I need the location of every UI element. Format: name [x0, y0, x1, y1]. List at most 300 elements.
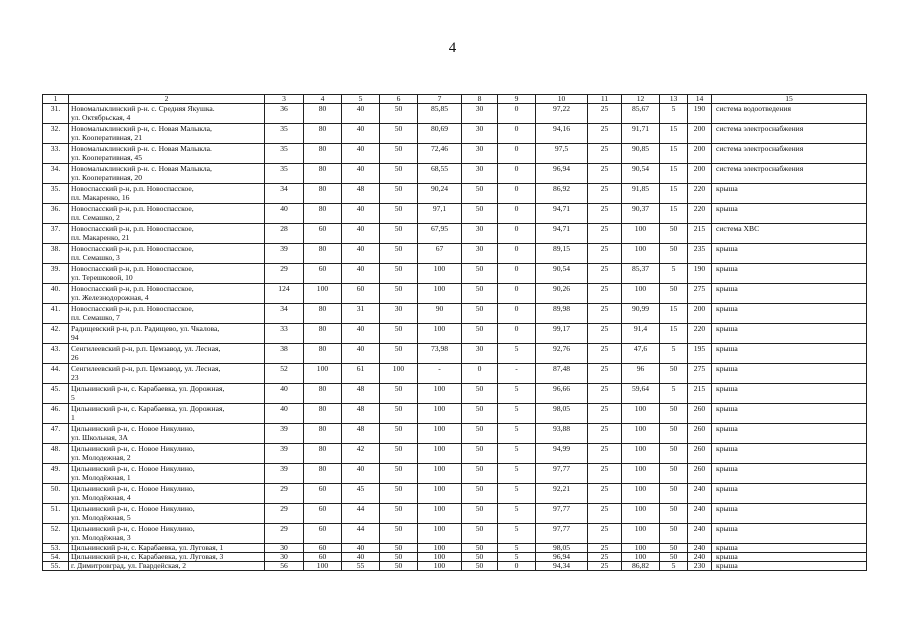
row-number: 48. [43, 444, 69, 464]
value-cell: 80 [304, 144, 342, 164]
value-cell: 30 [462, 104, 498, 124]
table-row [43, 344, 867, 364]
value-cell: 89,15 [536, 244, 588, 264]
value-cell: 50 [462, 444, 498, 464]
address-line-2: ул. Молодёжная, 1 [71, 473, 131, 483]
value-cell: 30 [462, 124, 498, 144]
address-line-1: Цильнинский р-н, с. Новое Никулино, [71, 464, 195, 473]
value-cell: 200 [688, 144, 712, 164]
value-cell: 40 [342, 464, 380, 484]
value-cell: 80 [304, 184, 342, 204]
value-cell: 50 [462, 204, 498, 224]
address-line-1: Новоспасский р-н, р.п. Новоспасское, [71, 264, 194, 273]
address-line-1: Сенгилеевский р-н, р.п. Цемзавод, ул. Лесная, [71, 364, 221, 373]
value-cell: 90,24 [418, 184, 462, 204]
value-cell: 50 [462, 464, 498, 484]
work-type-cell: крыша [712, 204, 867, 224]
value-cell: 15 [660, 144, 688, 164]
value-cell: 50 [660, 444, 688, 464]
value-cell: 0 [498, 284, 536, 304]
address-line-2: ул. Школьная, 3А [71, 433, 128, 443]
value-cell: 275 [688, 364, 712, 384]
value-cell: 85,37 [622, 264, 660, 284]
value-cell: 25 [588, 484, 622, 504]
row-number: 37. [43, 224, 69, 244]
value-cell: 5 [660, 264, 688, 284]
value-cell: 50 [462, 484, 498, 504]
address-line-1: Новоспасский р-н, р.п. Новоспасское, [71, 184, 194, 193]
work-type-cell: крыша [712, 504, 867, 524]
value-cell: 85,67 [622, 104, 660, 124]
value-cell: 40 [342, 264, 380, 284]
address-line-1: Новомалыклинский р-н, с. Новая Малыкла, [71, 124, 212, 133]
value-cell: 100 [622, 444, 660, 464]
value-cell: 85,85 [418, 104, 462, 124]
value-cell: 42 [342, 444, 380, 464]
value-cell: 260 [688, 404, 712, 424]
value-cell: 50 [660, 284, 688, 304]
column-header: 14 [688, 95, 712, 104]
value-cell: 220 [688, 324, 712, 344]
value-cell: 240 [688, 504, 712, 524]
value-cell: 40 [342, 344, 380, 364]
value-cell: 50 [380, 384, 418, 404]
column-header: 2 [69, 95, 265, 104]
table-row [43, 304, 867, 324]
value-cell: 100 [418, 504, 462, 524]
value-cell: 100 [418, 562, 462, 571]
row-number: 32. [43, 124, 69, 144]
value-cell: 35 [265, 144, 304, 164]
address-line-2: ул. Молодёжная, 5 [71, 513, 131, 523]
value-cell: 80 [304, 304, 342, 324]
address-line-1: Новомалыклинский р-н. с. Новая Малыкла. [71, 144, 212, 153]
address-line-2: 94 [71, 333, 79, 343]
value-cell: 40 [342, 164, 380, 184]
value-cell: 68,55 [418, 164, 462, 184]
row-number: 46. [43, 404, 69, 424]
work-type-cell: крыша [712, 464, 867, 484]
address-cell: Цильнинский р-н, с. Карабаевка, ул. Луговая, 3 [69, 553, 265, 562]
value-cell: 25 [588, 304, 622, 324]
address-line-1: Цильнинский р-н, с. Новое Никулино, [71, 424, 195, 433]
value-cell: 240 [688, 553, 712, 562]
value-cell: 50 [380, 424, 418, 444]
value-cell: 90 [418, 304, 462, 324]
column-header: 9 [498, 95, 536, 104]
value-cell: 25 [588, 144, 622, 164]
table-row [43, 464, 867, 484]
value-cell: 98,05 [536, 544, 588, 553]
value-cell: 73,98 [418, 344, 462, 364]
value-cell: 80 [304, 344, 342, 364]
value-cell: 0 [462, 364, 498, 384]
value-cell: 97,77 [536, 524, 588, 544]
value-cell: 5 [498, 444, 536, 464]
value-cell: 39 [265, 444, 304, 464]
address-cell [69, 264, 265, 284]
row-number: 51. [43, 504, 69, 524]
value-cell: 96 [622, 364, 660, 384]
value-cell: 28 [265, 224, 304, 244]
value-cell: 15 [660, 124, 688, 144]
address-line-2: пл. Семашко, 2 [71, 213, 120, 223]
value-cell: 50 [380, 144, 418, 164]
value-cell: 100 [622, 404, 660, 424]
value-cell: 230 [688, 562, 712, 571]
value-cell: 29 [265, 484, 304, 504]
value-cell: 100 [622, 244, 660, 264]
value-cell: 30 [462, 344, 498, 364]
value-cell: 50 [660, 553, 688, 562]
value-cell: 80,69 [418, 124, 462, 144]
value-cell: 30 [462, 224, 498, 244]
value-cell: 30 [462, 244, 498, 264]
value-cell: 60 [304, 553, 342, 562]
value-cell: 50 [380, 464, 418, 484]
address-line-1: Новоспасский р-н, р.п. Новоспасское, [71, 304, 194, 313]
table-row [43, 544, 867, 553]
address-line-1: Цильнинский р-н, с. Новое Никулино, [71, 484, 195, 493]
value-cell: 94,71 [536, 224, 588, 244]
value-cell: 260 [688, 424, 712, 444]
value-cell: 50 [380, 444, 418, 464]
work-type-cell: крыша [712, 444, 867, 464]
address-line-1: Цильнинский р-н, с. Карабаевка, ул. Дорожная, [71, 404, 225, 413]
column-header: 12 [622, 95, 660, 104]
row-number: 43. [43, 344, 69, 364]
row-number: 34. [43, 164, 69, 184]
value-cell: 15 [660, 324, 688, 344]
value-cell: 33 [265, 324, 304, 344]
value-cell: 5 [660, 344, 688, 364]
value-cell: 50 [380, 344, 418, 364]
address-line-2: 26 [71, 353, 79, 363]
value-cell: 100 [622, 544, 660, 553]
address-cell [69, 424, 265, 444]
value-cell: 91,4 [622, 324, 660, 344]
address-cell [69, 284, 265, 304]
value-cell: - [418, 364, 462, 384]
value-cell: 25 [588, 504, 622, 524]
row-number: 55. [43, 562, 69, 571]
value-cell: 100 [418, 264, 462, 284]
value-cell: 80 [304, 324, 342, 344]
value-cell: 50 [660, 484, 688, 504]
value-cell: 86,82 [622, 562, 660, 571]
column-header: 5 [342, 95, 380, 104]
address-cell [69, 304, 265, 324]
value-cell: 100 [622, 424, 660, 444]
value-cell: 40 [265, 404, 304, 424]
work-type-cell: крыша [712, 304, 867, 324]
value-cell: 100 [622, 504, 660, 524]
value-cell: 100 [304, 562, 342, 571]
value-cell: 80 [304, 444, 342, 464]
value-cell: 97,1 [418, 204, 462, 224]
value-cell: 31 [342, 304, 380, 324]
value-cell: 98,05 [536, 404, 588, 424]
value-cell: 50 [380, 284, 418, 304]
value-cell: 50 [660, 224, 688, 244]
value-cell: 50 [380, 484, 418, 504]
table-row [43, 562, 867, 571]
value-cell: 15 [660, 164, 688, 184]
value-cell: 25 [588, 404, 622, 424]
address-line-2: ул. Молодежная, 2 [71, 453, 131, 463]
value-cell: 50 [462, 264, 498, 284]
value-cell: 50 [380, 562, 418, 571]
value-cell: 40 [265, 204, 304, 224]
value-cell: 80 [304, 384, 342, 404]
value-cell: 29 [265, 264, 304, 284]
value-cell: 124 [265, 284, 304, 304]
value-cell: 100 [380, 364, 418, 384]
value-cell: 0 [498, 224, 536, 244]
value-cell: 100 [418, 524, 462, 544]
value-cell: 100 [622, 524, 660, 544]
address-cell [69, 164, 265, 184]
work-type-cell: крыша [712, 184, 867, 204]
table-row [43, 124, 867, 144]
value-cell: 50 [380, 244, 418, 264]
address-cell: г. Димитровград, ул. Гвардейская, 2 [69, 562, 265, 571]
value-cell: 35 [265, 124, 304, 144]
address-line-2: ул. Молодёжная, 3 [71, 533, 131, 543]
address-cell [69, 144, 265, 164]
value-cell: 50 [660, 464, 688, 484]
work-type-cell: крыша [712, 424, 867, 444]
address-line-2: 1 [71, 413, 75, 423]
address-cell [69, 104, 265, 124]
value-cell: 39 [265, 244, 304, 264]
address-line-1: Цильнинский р-н, с. Новое Никулино, [71, 444, 195, 453]
value-cell: 34 [265, 184, 304, 204]
value-cell: 67 [418, 244, 462, 264]
address-cell [69, 464, 265, 484]
value-cell: 5 [498, 524, 536, 544]
value-cell: 80 [304, 464, 342, 484]
value-cell: 50 [380, 544, 418, 553]
table-row [43, 224, 867, 244]
address-cell [69, 324, 265, 344]
work-type-cell: система электроснабжения [712, 144, 867, 164]
value-cell: 50 [462, 324, 498, 344]
value-cell: 100 [418, 424, 462, 444]
value-cell: 39 [265, 464, 304, 484]
table-row [43, 484, 867, 504]
value-cell: 0 [498, 204, 536, 224]
value-cell: 87,48 [536, 364, 588, 384]
address-line-1: Новоспасский р-н, р.п. Новоспасское, [71, 224, 194, 233]
column-header: 3 [265, 95, 304, 104]
work-type-cell: крыша [712, 404, 867, 424]
value-cell: 50 [380, 224, 418, 244]
address-cell [69, 484, 265, 504]
value-cell: 0 [498, 104, 536, 124]
work-type-cell: крыша [712, 484, 867, 504]
value-cell: 60 [304, 544, 342, 553]
value-cell: 55 [342, 562, 380, 571]
value-cell: 100 [304, 364, 342, 384]
row-number: 38. [43, 244, 69, 264]
value-cell: 50 [462, 553, 498, 562]
value-cell: 35 [265, 164, 304, 184]
work-type-cell: крыша [712, 384, 867, 404]
table-row [43, 264, 867, 284]
value-cell: 5 [498, 553, 536, 562]
value-cell: 25 [588, 104, 622, 124]
value-cell: 25 [588, 204, 622, 224]
value-cell: 50 [380, 264, 418, 284]
value-cell: 100 [622, 224, 660, 244]
work-type-cell: крыша [712, 264, 867, 284]
row-number: 53. [43, 544, 69, 553]
work-type-cell: система водоотведения [712, 104, 867, 124]
value-cell: 97,5 [536, 144, 588, 164]
value-cell: 100 [622, 553, 660, 562]
address-line-1: Сенгилеевский р-н, р.п. Цемзавод, ул. Лесная, [71, 344, 221, 353]
value-cell: 50 [380, 124, 418, 144]
row-number: 42. [43, 324, 69, 344]
column-header: 10 [536, 95, 588, 104]
value-cell: 190 [688, 104, 712, 124]
table-row [43, 324, 867, 344]
row-number: 50. [43, 484, 69, 504]
address-cell [69, 344, 265, 364]
table-row [43, 104, 867, 124]
value-cell: 260 [688, 464, 712, 484]
value-cell: - [498, 364, 536, 384]
value-cell: 25 [588, 264, 622, 284]
address-cell [69, 404, 265, 424]
address-line-1: Цильнинский р-н, с. Новое Никулино, [71, 504, 195, 513]
table-row [43, 144, 867, 164]
value-cell: 50 [660, 504, 688, 524]
value-cell: 44 [342, 504, 380, 524]
work-type-cell: система электроснабжения [712, 164, 867, 184]
address-line-2: ул. Кооперативная, 21 [71, 133, 143, 143]
address-line-2: 23 [71, 373, 79, 383]
value-cell: 80 [304, 104, 342, 124]
value-cell: 50 [380, 524, 418, 544]
value-cell: 25 [588, 364, 622, 384]
column-header: 13 [660, 95, 688, 104]
address-line-2: 5 [71, 393, 75, 403]
value-cell: 80 [304, 244, 342, 264]
value-cell: 39 [265, 424, 304, 444]
value-cell: 275 [688, 284, 712, 304]
value-cell: 50 [462, 424, 498, 444]
value-cell: 91,71 [622, 124, 660, 144]
table-row [43, 244, 867, 264]
value-cell: 40 [342, 204, 380, 224]
table-row [43, 204, 867, 224]
value-cell: 50 [462, 304, 498, 324]
column-header: 4 [304, 95, 342, 104]
value-cell: 5 [498, 404, 536, 424]
value-cell: 0 [498, 144, 536, 164]
address-line-1: Новомалыклинский р-н. с. Средняя Якушка. [71, 104, 215, 113]
address-line-1: Новоспасский р-н, р.п. Новоспасское, [71, 204, 194, 213]
value-cell: 89,98 [536, 304, 588, 324]
table-row [43, 384, 867, 404]
value-cell: 48 [342, 404, 380, 424]
row-number: 36. [43, 204, 69, 224]
value-cell: 92,21 [536, 484, 588, 504]
value-cell: 240 [688, 484, 712, 504]
value-cell: 5 [498, 484, 536, 504]
value-cell: 80 [304, 404, 342, 424]
value-cell: 5 [660, 384, 688, 404]
address-line-1: Новоспасский р-н, р.п. Новоспасское, [71, 284, 194, 293]
value-cell: 25 [588, 324, 622, 344]
work-type-cell: крыша [712, 244, 867, 264]
address-cell [69, 184, 265, 204]
row-number: 35. [43, 184, 69, 204]
work-type-cell: крыша [712, 364, 867, 384]
value-cell: 5 [498, 344, 536, 364]
value-cell: 0 [498, 244, 536, 264]
value-cell: 50 [462, 404, 498, 424]
work-type-cell: крыша [712, 324, 867, 344]
value-cell: 25 [588, 224, 622, 244]
value-cell: 94,71 [536, 204, 588, 224]
value-cell: 25 [588, 424, 622, 444]
value-cell: 25 [588, 524, 622, 544]
value-cell: 100 [418, 324, 462, 344]
value-cell: 50 [380, 164, 418, 184]
table-row [43, 164, 867, 184]
column-header: 11 [588, 95, 622, 104]
value-cell: 50 [660, 544, 688, 553]
value-cell: 96,94 [536, 553, 588, 562]
value-cell: 30 [462, 164, 498, 184]
value-cell: 60 [304, 524, 342, 544]
value-cell: 0 [498, 324, 536, 344]
value-cell: 40 [265, 384, 304, 404]
value-cell: 40 [342, 144, 380, 164]
value-cell: 100 [418, 484, 462, 504]
work-type-cell: система ХВС [712, 224, 867, 244]
value-cell: 90,85 [622, 144, 660, 164]
column-header: 8 [462, 95, 498, 104]
value-cell: 5 [660, 104, 688, 124]
value-cell: 25 [588, 544, 622, 553]
value-cell: 50 [462, 284, 498, 304]
value-cell: 90,26 [536, 284, 588, 304]
value-cell: 30 [265, 553, 304, 562]
value-cell: 36 [265, 104, 304, 124]
value-cell: 50 [462, 524, 498, 544]
value-cell: 90,99 [622, 304, 660, 324]
value-cell: 0 [498, 562, 536, 571]
value-cell: 90,37 [622, 204, 660, 224]
value-cell: 56 [265, 562, 304, 571]
value-cell: 15 [660, 204, 688, 224]
value-cell: 80 [304, 204, 342, 224]
row-number: 47. [43, 424, 69, 444]
address-line-1: Радищевский р-н, р.п. Радищево, ул. Чкалова, [71, 324, 220, 333]
value-cell: 100 [418, 444, 462, 464]
value-cell: 200 [688, 124, 712, 144]
value-cell: 25 [588, 464, 622, 484]
value-cell: 190 [688, 264, 712, 284]
value-cell: 94,34 [536, 562, 588, 571]
value-cell: 100 [622, 284, 660, 304]
column-header: 7 [418, 95, 462, 104]
value-cell: 72,46 [418, 144, 462, 164]
